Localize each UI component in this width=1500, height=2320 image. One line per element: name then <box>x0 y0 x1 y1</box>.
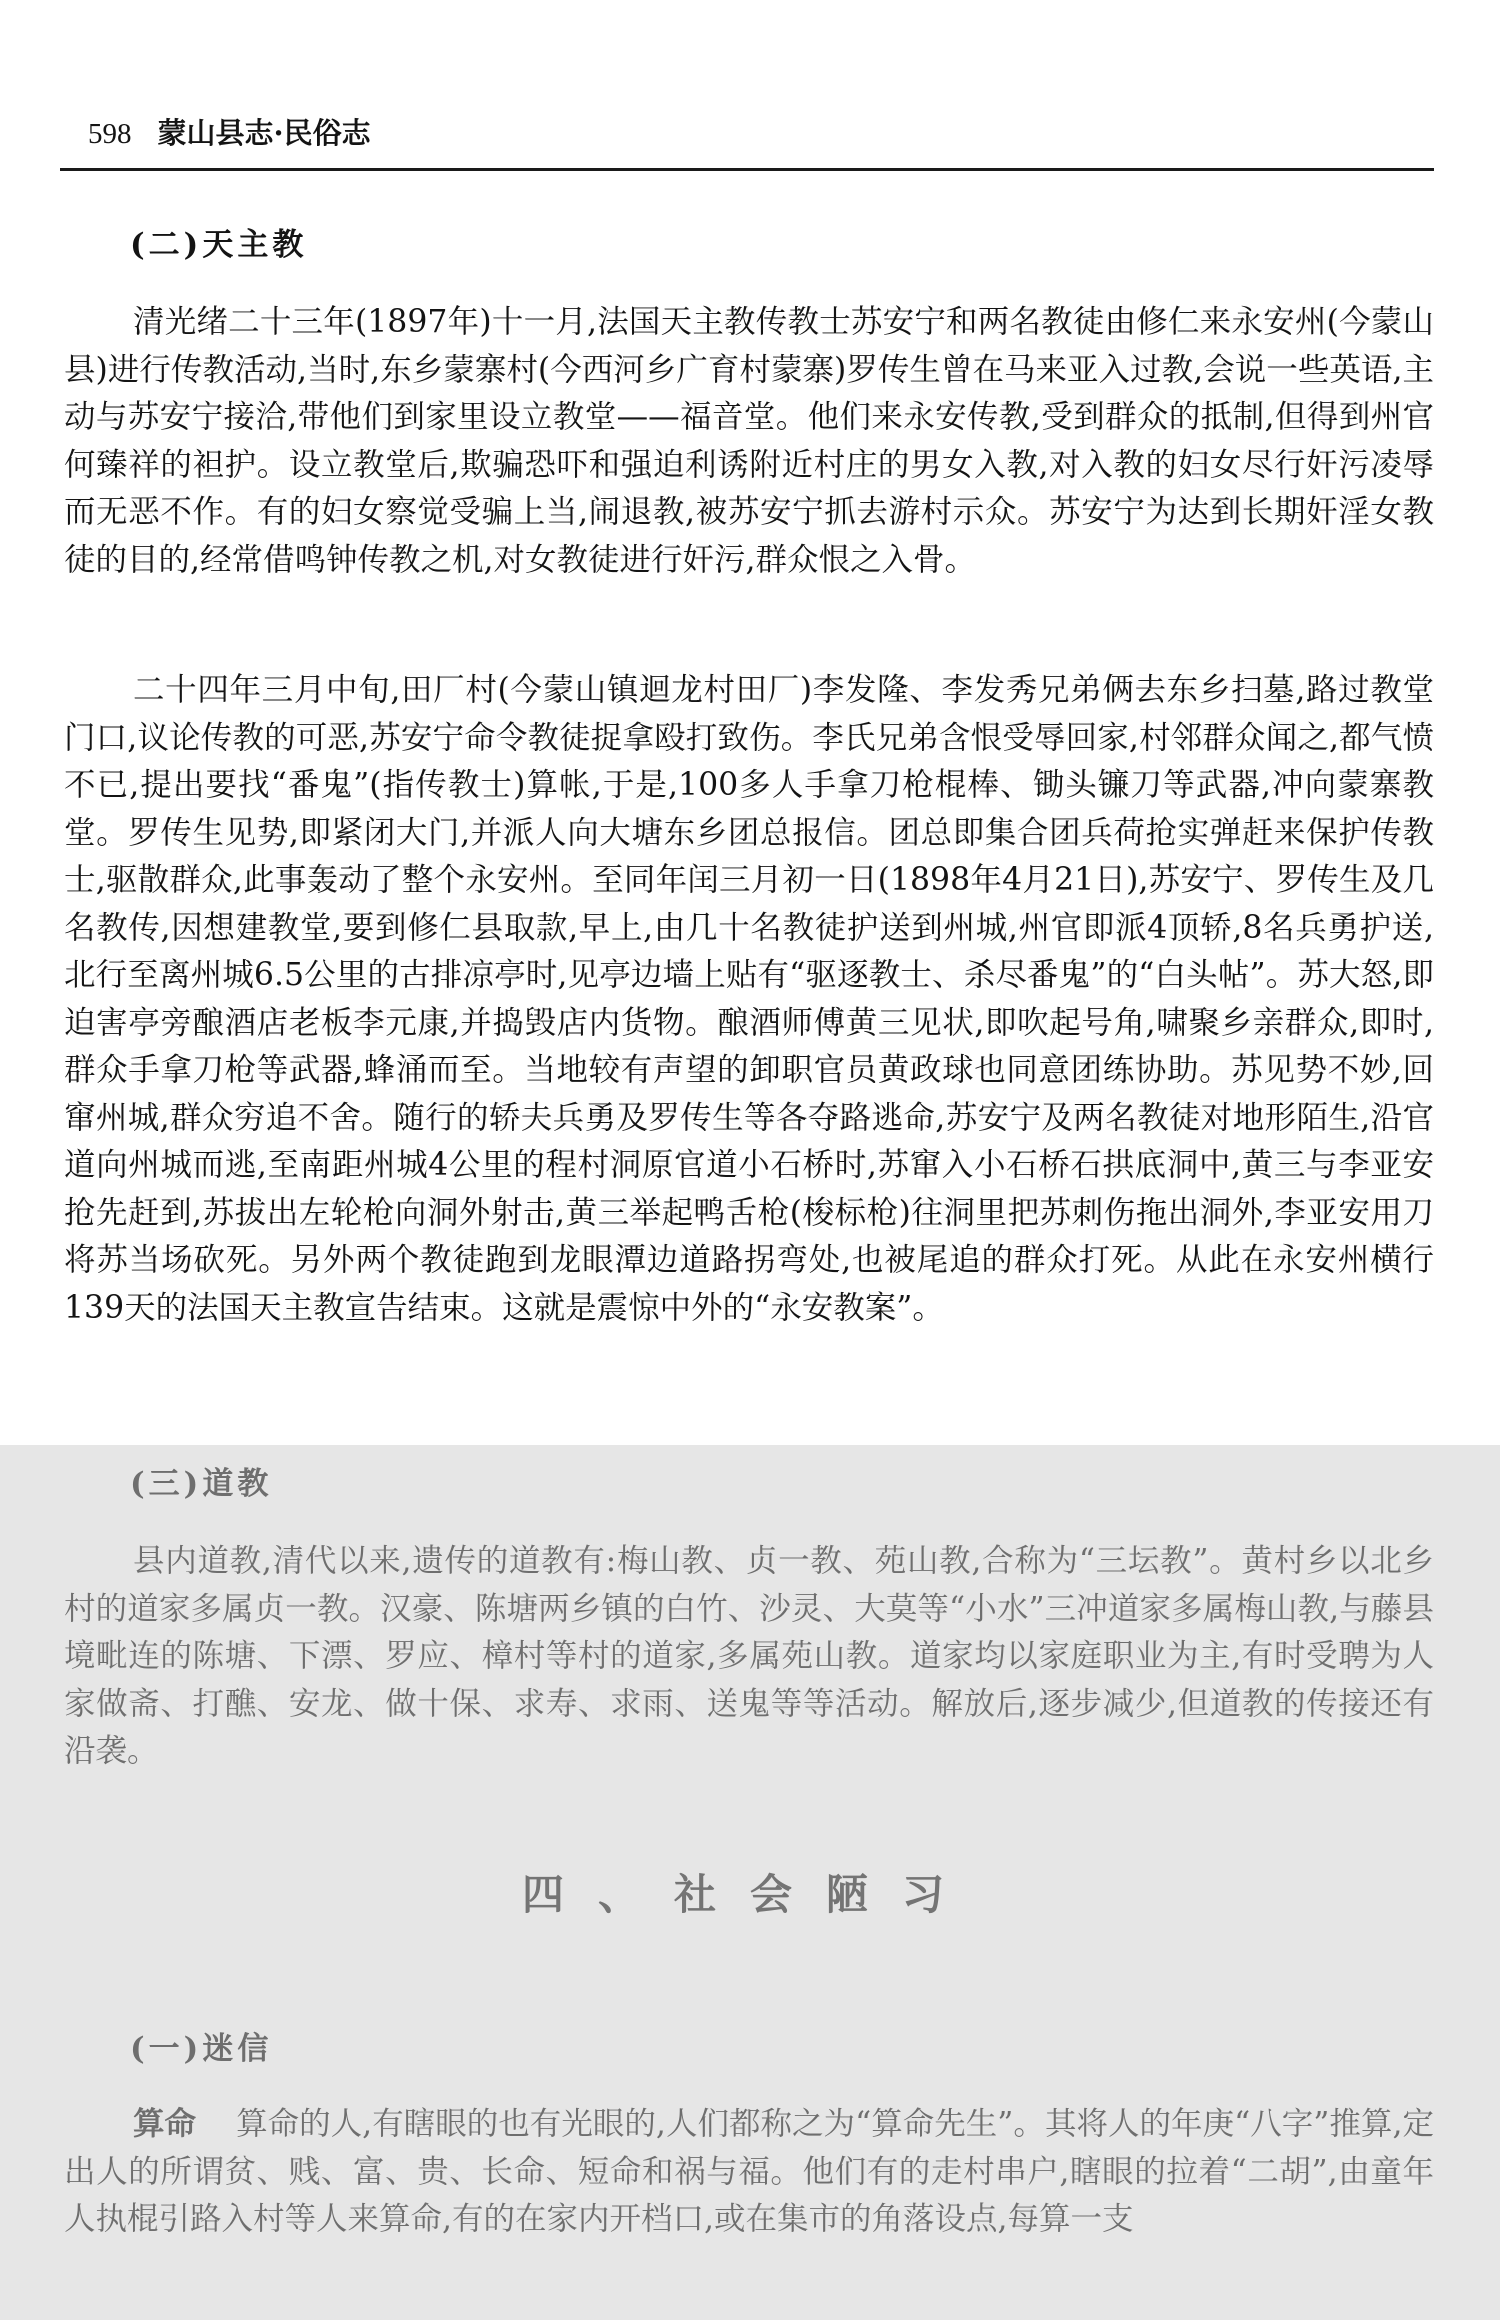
section-heading-taoism: (三)道教 <box>130 1466 273 1502</box>
paragraph-yongan-incident: 二十四年三月中旬,田厂村(今蒙山镇迴龙村田厂)李发隆、李发秀兄弟俩去东乡扫墓,路过教堂门口,议论传教的可恶,苏安宁命令教徒捉拿殴打致伤。李氏兄弟含恨受辱回家,村邻群众闻之,都气愤不已,提出要找“番鬼”(指传教士)算帐,于是,100多人手拿刀枪棍棒、锄头镰刀等武器,冲向蒙寨教堂。罗传生见势,即紧闭大门,并派人向大塘东乡团总报信。团总即集合团兵荷抢实弹赶来保护传教士,驱散群众,此事轰动了整个永安州。至同年闰三月初一日(1898年4月21日),苏安宁、罗传生及几名教传,因想建教堂,要到修仁县取款,早上,由几十名教徒护送到州城,州官即派4顶轿,8名兵勇护送,北行至离州城6.5公里的古排凉亭时,见亭边墙上贴有“驱逐教士、杀尽番鬼”的“白头帖”。苏大怒,即迫害亭旁酿酒店老板李元康,并捣毁店内货物。酿酒师傅黄三见状,即吹起号角,啸聚乡亲群众,即时,群众手拿刀枪等武器,蜂涌而至。当地较有声望的卸职官员黄政球也同意团练协助。苏见势不妙,回窜州城,群众穷追不舍。随行的轿夫兵勇及罗传生等各夺路逃命,苏安宁及两名教徒对地形陌生,沿官道向州城而逃,至南距州城4公里的程村洞原官道小石桥时,苏窜入小石桥石拱底洞中,黄三与李亚安抢先赶到,苏拔出左轮枪向洞外射击,黄三举起鸭舌枪(梭标枪)往洞里把苏刺伤拖出洞外,李亚安用刀将苏当场砍死。另外两个教徒跑到龙眼潭边道路拐弯处,也被尾追的群众打死。从此在永安州横行139天的法国天主教宣告结束。这就是震惊中外的“永安教案”。 <box>64 672 1434 1326</box>
section-heading-superstition: (一)迷信 <box>130 2031 273 2067</box>
paragraph-catholic-history: 清光绪二十三年(1897年)十一月,法国天主教传教士苏安宁和两名教徒由修仁来永安州(今蒙山县)进行传教活动,当时,东乡蒙寨村(今西河乡广育村蒙寨)罗传生曾在马来亚入过教,会说一些英语,主动与苏安宁接洽,带他们到家里设立教堂——福音堂。他们来永安传教,受到群众的抵制,但得到州官何臻祥的袒护。设立教堂后,欺骗恐吓和强迫利诱附近村庄的男女入教,对入教的妇女尽行奸污凌辱而无恶不作。有的妇女察觉受骗上当,闹退教,被苏安宁抓去游村示众。苏安宁为达到长期奸淫女教徒的目的,经常借鸣钟传教之机,对女教徒进行奸污,群众恨之入骨。 <box>64 304 1434 578</box>
chapter-heading: 四、社会陋习 <box>521 1870 978 1919</box>
header-rule <box>60 168 1434 171</box>
paragraph-taoism: 县内道教,清代以来,遗传的道教有:梅山教、贞一教、苑山教,合称为“三坛教”。黄村乡以北乡村的道家多属贞一教。汉豪、陈塘两乡镇的白竹、沙灵、大莫等“小水”三冲道家多属梅山教,与藤县境毗连的陈塘、下漂、罗应、樟村等村的道家,多属苑山教。道家均以家庭职业为主,有时受聘为人家做斋、打醮、安龙、做十保、求寿、求雨、送鬼等等活动。解放后,逐步减少,但道教的传接还有沿袭。 <box>64 1543 1434 1769</box>
term-fortune-telling: 算命 <box>133 2105 197 2142</box>
section-heading-catholic: (二)天主教 <box>130 227 308 263</box>
running-header <box>88 113 371 154</box>
fortune-telling-text: 算命的人,有瞎眼的也有光眼的,人们都称之为“算命先生”。其将人的年庚“八字”推算,定出人的所谓贫、贱、富、贵、长命、短命和祸与福。他们有的走村串户,瞎眼的拉着“二胡”,由童年人执棍引路入村等人来算命,有的在家内开档口,或在集市的角落设点,每算一支 <box>64 2106 1434 2237</box>
page-number: 598 <box>88 118 132 150</box>
book-title: 蒙山县志·民俗志 <box>157 116 371 150</box>
paragraph-fortune-telling <box>64 2100 1434 2244</box>
